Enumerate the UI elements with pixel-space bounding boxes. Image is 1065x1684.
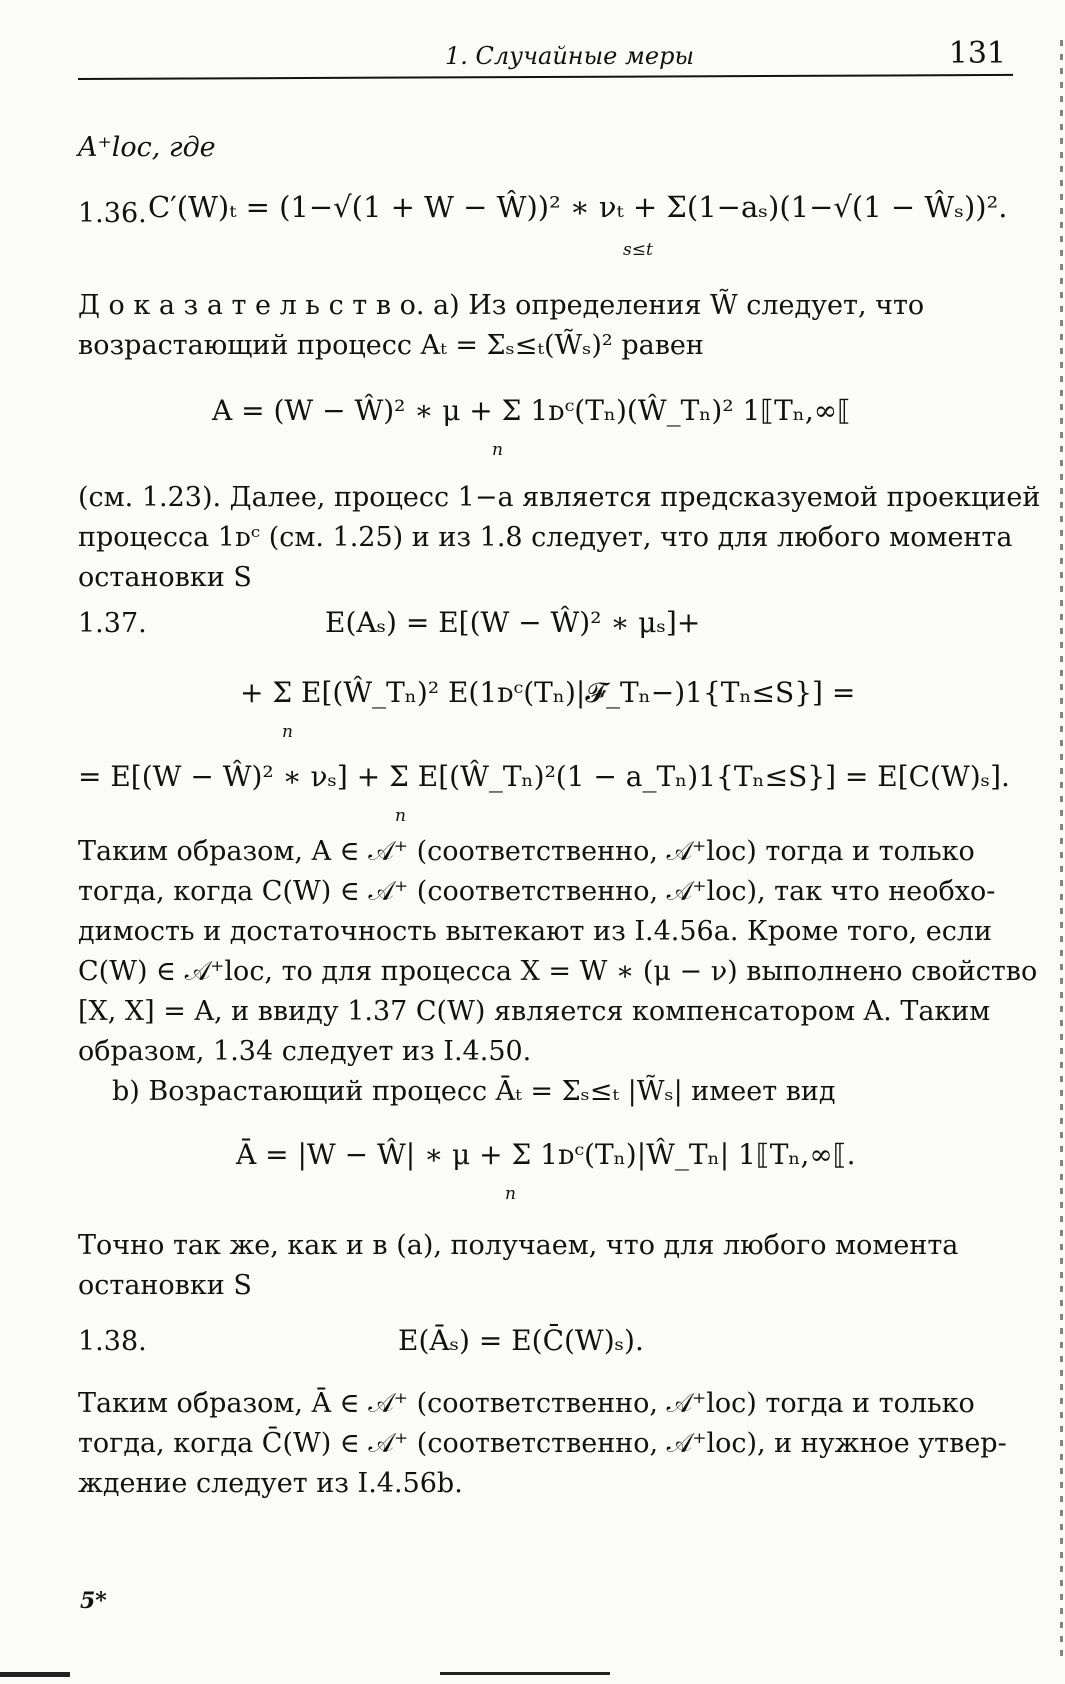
intro-line: A⁺loc, где [78,132,216,163]
scan-edge-shadow [1060,40,1063,1660]
para3-line-2: тогда, когда C(W) ∈ 𝒜⁺ (соответственно, 𝒜⁺loc), так что необхо- [78,876,996,907]
eq137-line2-sum-index: n [282,722,293,742]
equation-137-line-1: E(Aₛ) = E[(W − Ŵ)² ∗ μₛ]+ [325,606,701,639]
equation-137-line-3: = E[(W − Ŵ)² ∗ νₛ] + Σ E[(Ŵ_Tₙ)²(1 − a_Tₙ)1{Tₙ≤S}] = E[C(W)ₛ]. [78,760,1010,793]
para5-line-3: ждение следует из I.4.56b. [78,1468,463,1499]
para4-line-2: остановки S [78,1270,252,1301]
para3-line-4: C(W) ∈ 𝒜⁺loc, то для процесса X = W ∗ (μ − ν) выполнено свойство [78,956,1038,987]
equation-A: A = (W − Ŵ)² ∗ μ + Σ 1ᴅᶜ(Tₙ)(Ŵ_Tₙ)² 1⟦Tₙ,∞⟦ [212,394,851,427]
para4-line-1: Точно так же, как и в (a), получаем, что для любого момента [78,1230,959,1261]
scan-bottom-artifact [0,1672,1065,1678]
para3-line-5: [X, X] = A, и ввиду 1.37 C(W) является компенсатором A. Таким [78,996,991,1027]
proof-line-1: Д о к а з а т е л ь с т в о. a) Из определения W̃ следует, что [78,290,925,321]
para2-line-2: процесса 1ᴅᶜ (см. 1.25) и из 1.8 следует, что для любого момента [78,522,1013,553]
page-header [80,36,1010,76]
para2-line-3: остановки S [78,562,252,593]
part-b-line: b) Возрастающий процесс Āₜ = Σₛ≤ₜ |W̃ₛ| имеет вид [112,1076,836,1107]
eq137-line3-sum-index: n [395,806,406,826]
eq-A-sum-index: n [492,440,503,460]
para3-line-6: образом, 1.34 следует из I.4.50. [78,1036,532,1067]
equation-Abar: Ā = |W − Ŵ| ∗ μ + Σ 1ᴅᶜ(Tₙ)|Ŵ_Tₙ| 1⟦Tₙ,∞⟦. [236,1138,856,1171]
para5-line-2: тогда, когда C̄(W) ∈ 𝒜⁺ (соответственно, 𝒜⁺loc), и нужное утвер- [78,1428,1007,1459]
running-title: 1. Случайные меры [445,42,694,70]
eq136-sum-index: s≤t [623,240,653,260]
equation-136: C′(W)ₜ = (1−√(1 + W − Ŵ))² ∗ νₜ + Σ(1−aₛ)(1−√(1 − Ŵₛ))². [148,190,1008,224]
eq136-number: 1.36. [78,198,147,229]
eq-Abar-sum-index: n [505,1184,516,1204]
proof-line-2: возрастающий процесс Aₜ = Σₛ≤ₜ(W̃ₛ)² равен [78,330,704,361]
equation-137-line-2: + Σ E[(Ŵ_Tₙ)² E(1ᴅᶜ(Tₙ)|𝓕_Tₙ−)1{Tₙ≤S}] = [240,676,856,709]
eq137-number: 1.37. [78,608,147,639]
para5-line-1: Таким образом, Ā ∈ 𝒜⁺ (соответственно, 𝒜⁺loc) тогда и только [78,1388,975,1419]
equation-138: E(Āₛ) = E(C̄(W)ₛ). [398,1324,644,1357]
para2-line-1: (см. 1.23). Далее, процесс 1−a является предсказуемой проекцией [78,482,1041,513]
para3-line-1: Таким образом, A ∈ 𝒜⁺ (соответственно, 𝒜⁺loc) тогда и только [78,836,975,867]
eq138-number: 1.38. [78,1326,147,1357]
signature-mark: 5* [80,1588,107,1614]
page-number: 131 [948,36,1006,71]
para3-line-3: димость и достаточность вытекают из I.4.56a. Кроме того, если [78,916,993,947]
